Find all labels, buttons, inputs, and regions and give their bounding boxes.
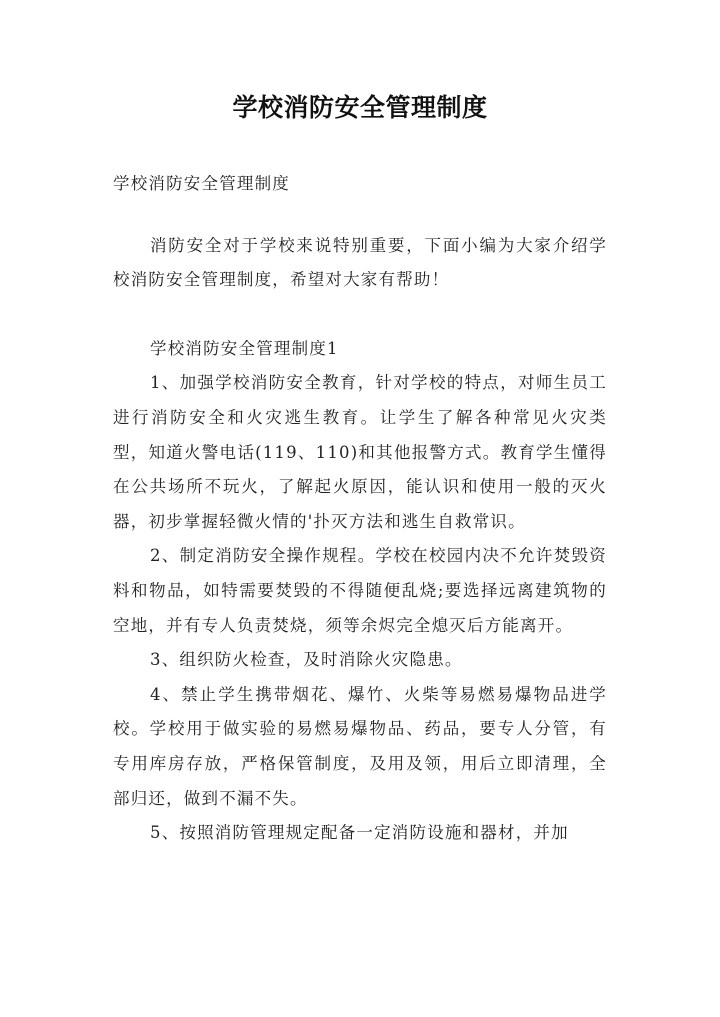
document-subtitle: 学校消防安全管理制度 <box>113 174 290 193</box>
paragraph-3: 3、组织防火检查，及时消除火灾隐患。 <box>150 650 463 670</box>
intro-paragraph: 消防安全对于学校来说特别重要，下面小编为大家介绍学校消防安全管理制度，希望对大家有帮助！ <box>113 235 607 290</box>
paragraph-1: 1、加强学校消防安全教育，针对学校的特点，对师生员工进行消防安全和火灾逃生教育。让学生了解各种常见火灾类型，知道火警电话(119、110)和其他报警方式。教育学生懂得在公共场所不玩火，了解起火原因，能认识和使用一般的灭火器，初步掌握轻微火情的'扑灭方法和逃生自救常识。 <box>113 373 607 531</box>
section-heading: 学校消防安全管理制度1 <box>150 338 339 358</box>
document-title: 学校消防安全管理制度 <box>232 93 488 122</box>
paragraph-2: 2、制定消防安全操作规程。学校在校园内决不允许焚毁资料和物品，如特需要焚毁的不得随便乱烧;要选择远离建筑物的空地，并有专人负责焚烧，须等余烬完全熄灭后方能离开。 <box>113 546 607 635</box>
document-body <box>113 167 607 851</box>
paragraph-5: 5、按照消防管理规定配备一定消防设施和器材，并加 <box>150 823 569 843</box>
paragraph-4: 4、禁止学生携带烟花、爆竹、火柴等易燃易爆物品进学校。学校用于做实验的易燃易爆物品、药品，要专人分管，有专用库房存放，严格保管制度，及用及领，用后立即清理，全部归还，做到不漏不失。 <box>113 684 607 808</box>
